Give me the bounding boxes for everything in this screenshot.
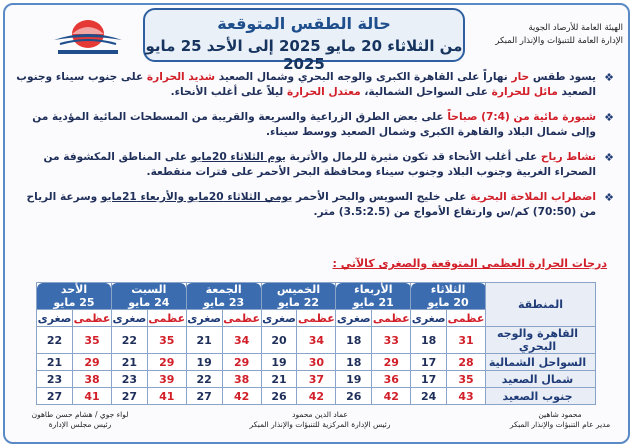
org-line-1: الهيئة العامة للأرصاد الجوية (528, 23, 623, 33)
day-name: الخميس (276, 283, 321, 296)
min-temp: 22 (37, 327, 73, 354)
bullet-diamond-icon: ❖ (604, 191, 614, 204)
region-column-header: المنطقة (486, 283, 596, 327)
table-row (37, 371, 596, 388)
table-title: درجات الحرارة العظمى المتوقعة والصغرى كالآتي : (332, 257, 607, 270)
day-date: 22 مايو (277, 296, 320, 309)
signature-3 (20, 410, 140, 430)
max-temp: 41 (73, 388, 112, 405)
max-temp: 29 (372, 354, 411, 371)
day-date: 24 مايو (128, 296, 170, 309)
min-temp: 21 (111, 354, 147, 371)
max-temp: 42 (372, 388, 411, 405)
max-temp: 29 (147, 354, 186, 371)
region-name: جنوب الصعيد (486, 388, 596, 405)
max-label: عظمى (148, 311, 186, 325)
day-header (411, 283, 486, 310)
org-line-2: الإدارة العامة للتنبؤات والإنذار المبكر (495, 36, 623, 46)
table-header-row (37, 283, 596, 310)
bullet-text (16, 190, 596, 220)
table-row (37, 354, 596, 371)
bullet-text-part: حار (511, 71, 530, 83)
signature-1 (500, 410, 620, 430)
day-name: الثلاثاء (430, 283, 466, 296)
max-temp: 42 (222, 388, 261, 405)
day-header (37, 283, 112, 310)
min-temp: 26 (336, 388, 372, 405)
forecast-bullet (16, 110, 614, 140)
signature-name: لواء جوي / هشام حسن طاهون (31, 410, 129, 419)
max-temp: 38 (73, 371, 112, 388)
bullet-text-part: على المناطق المكشوفة من الصحراء الغربية وجنوب البلاد وجنوب سيناء ومحافظة البحر الأحمر على فترات متقطعة. (43, 151, 596, 178)
max-temp: 42 (297, 388, 336, 405)
day-header (261, 283, 336, 310)
region-name: القاهرة والوجه البحري (486, 327, 596, 354)
forecast-bullet (16, 190, 614, 220)
min-temp: 17 (411, 354, 447, 371)
min-temp: 19 (186, 354, 222, 371)
bullet-text-part: شبورة مائية من (7:4) صباحاً (447, 111, 596, 123)
min-temp: 21 (261, 371, 297, 388)
bullet-text (16, 70, 596, 100)
min-temp: 18 (336, 354, 372, 371)
signature-2 (240, 410, 400, 430)
day-name: الجمعة (205, 283, 242, 296)
bullet-text-part: على بعض الطرق الزراعية والسريعة والقريبة من المسطحات المائية المؤدية من وإلى شمال البلاد والقاهرة الكبرى وشمال الصعيد ووسط سيناء. (32, 111, 596, 138)
max-temp: 35 (73, 327, 112, 354)
signature-name: عماد الدين محمود (292, 410, 348, 419)
bullet-diamond-icon: ❖ (604, 151, 614, 164)
max-temp: 39 (147, 371, 186, 388)
bullet-text-part: على جنوب سيناء وجنوب الصعيد (16, 71, 596, 98)
page-title: حالة الطقس المتوقعة (217, 14, 391, 33)
bullet-text-part: نهاراً على القاهرة الكبرى والوجه البحري وشمال الصعيد (215, 71, 512, 83)
organization-name (463, 22, 623, 48)
day-date: 21 مايو (352, 296, 394, 309)
max-temp: 43 (447, 388, 486, 405)
region-name: السواحل الشمالية (486, 354, 596, 371)
min-label: صغرى (187, 311, 222, 325)
title-box (143, 8, 465, 73)
max-temp: 33 (372, 327, 411, 354)
max-temp: 31 (447, 327, 486, 354)
signature-role: رئيس الإدارة المركزية للتنبؤات والإنذار المبكر (249, 420, 391, 429)
region-name: شمال الصعيد (486, 371, 596, 388)
day-date: 20 مايو (427, 296, 469, 309)
max-label: عظمى (73, 311, 111, 325)
min-temp: 22 (186, 371, 222, 388)
bullet-diamond-icon: ❖ (604, 71, 614, 84)
bullet-text-part: على خليج السويس والبحر الأحمر (292, 191, 471, 203)
bullet-text-part: شديد الحرارة (146, 71, 216, 83)
bullet-diamond-icon: ❖ (604, 111, 614, 124)
day-name: الأربعاء (354, 283, 393, 296)
min-temp: 27 (186, 388, 222, 405)
table-row (37, 327, 596, 354)
max-temp: 34 (222, 327, 261, 354)
meteorological-authority-logo-icon (44, 14, 132, 60)
forecast-bullets (16, 70, 614, 230)
min-temp: 23 (37, 371, 73, 388)
min-temp: 19 (261, 354, 297, 371)
min-temp: 18 (336, 327, 372, 354)
max-temp: 29 (222, 354, 261, 371)
table-row (37, 388, 596, 405)
min-label: صغرى (262, 311, 296, 325)
max-temp: 41 (147, 388, 186, 405)
temperature-table (36, 282, 596, 405)
max-temp: 35 (147, 327, 186, 354)
bullet-text-part: يومي الثلاثاء 20مايو والأربعاء 21مايو (100, 191, 293, 203)
min-temp: 24 (411, 388, 447, 405)
day-header (336, 283, 411, 310)
forecast-bullet (16, 150, 614, 180)
min-temp: 23 (111, 371, 147, 388)
min-temp: 26 (261, 388, 297, 405)
bullet-text-part: نشاط رياح (540, 151, 596, 163)
max-label: عظمى (298, 311, 335, 325)
bullet-text-part: وسرعة الرياح من (70:50) كم/س وارتفاع الأمواج من (3.5:2.5) متر. (26, 191, 596, 218)
bullet-text-part: يسود طقس (529, 71, 596, 83)
max-temp: 29 (73, 354, 112, 371)
min-temp: 22 (111, 327, 147, 354)
max-temp: 37 (297, 371, 336, 388)
forecast-bullet (16, 70, 614, 100)
bullet-text-part: مائل للحرارة (491, 86, 558, 98)
bullet-text (16, 150, 596, 180)
bullet-text-part: على أغلب الأنحاء قد تكون مثيرة للرمال والأتربة (285, 151, 541, 163)
max-temp: 38 (222, 371, 261, 388)
max-temp: 36 (372, 371, 411, 388)
bullet-text-part: اضطراب الملاحة البحرية (470, 191, 596, 203)
min-temp: 20 (261, 327, 297, 354)
bullet-text-part: ليلاً على أغلب الأنحاء. (170, 86, 287, 98)
signature-role: رئيس مجلس الإدارة (48, 420, 112, 429)
day-date: 23 مايو (203, 296, 245, 309)
bullet-text-part: يوم الثلاثاء 20مايو (190, 151, 286, 163)
bullet-text-part: معتدل الحرارة (286, 86, 361, 98)
day-name: السبت (131, 283, 167, 296)
min-label: صغرى (37, 311, 72, 325)
max-temp: 35 (447, 371, 486, 388)
bullet-text-part: على السواحل الشمالية، (360, 86, 492, 98)
day-date: 25 مايو (53, 296, 95, 309)
day-header (186, 283, 261, 310)
signature-name: محمود شاهين (538, 410, 582, 419)
max-label: عظمى (223, 311, 260, 325)
min-temp: 18 (411, 327, 447, 354)
date-range: من الثلاثاء 20 مايو 2025 إلى الأحد 25 مايو 2025 (145, 37, 463, 73)
min-label: صغرى (336, 311, 371, 325)
max-temp: 30 (297, 354, 336, 371)
signature-role: مدير عام التنبؤات والإنذار المبكر (509, 420, 611, 429)
day-header (111, 283, 186, 310)
min-temp: 19 (336, 371, 372, 388)
max-label: عظمى (447, 311, 485, 325)
max-temp: 28 (447, 354, 486, 371)
min-temp: 27 (37, 388, 73, 405)
min-label: صغرى (112, 311, 147, 325)
min-temp: 21 (186, 327, 222, 354)
min-label: صغرى (411, 311, 446, 325)
min-temp: 17 (411, 371, 447, 388)
min-temp: 27 (111, 388, 147, 405)
day-name: الأحد (60, 283, 88, 296)
bullet-text (16, 110, 596, 140)
max-temp: 34 (297, 327, 336, 354)
min-temp: 21 (37, 354, 73, 371)
max-label: عظمى (372, 311, 410, 325)
